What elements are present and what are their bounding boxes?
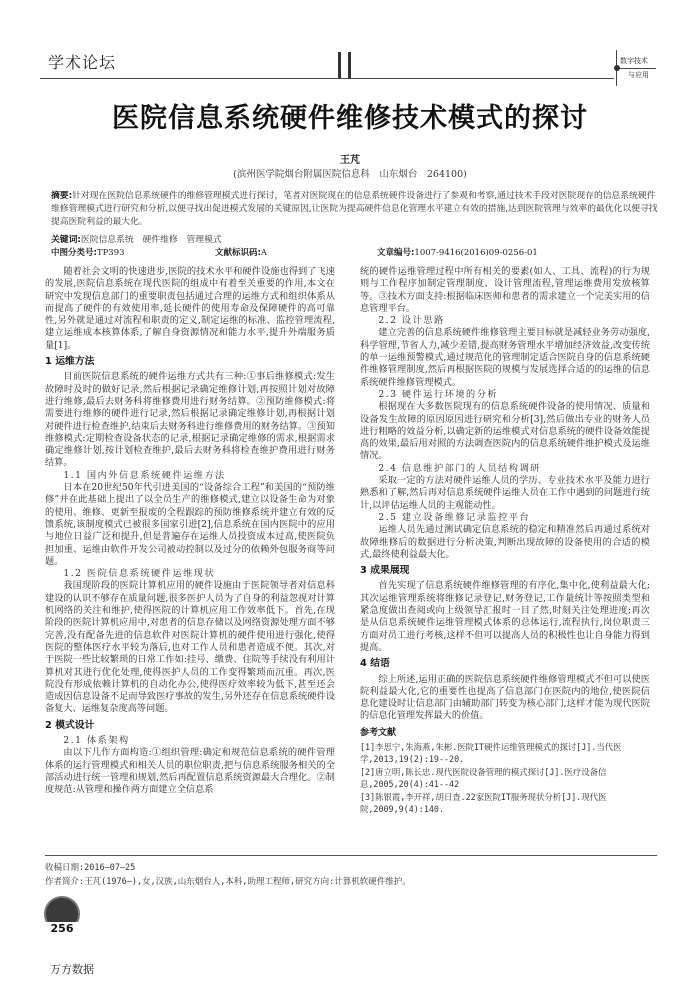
paragraph: 建立完善的信息系统硬件维修管理主要目标就是减轻业务劳动强度,科学管理,节省人力,减少差错,提高财务管理水平增加经济效益,改变传统的单一运维预警模式,通过规范化的管理制定适合医院自身的信息系统硬件维修管理制度,然后再根据医院的规模与发展选择合适的的运维的信息系统硬件维修管理模式。 (360, 327, 650, 388)
section-heading: 4 结语 (360, 658, 390, 670)
paragraph: 根据现在大多数医院现有的信息系统硬件设备的使用情况、质量和设备发生故障的原因原因进行研究和分析[3],然后做出专业的财务人员进行粗略的效益分析,以确定新的运维模式对信息系统的硬件设备效能提高的效果,最后用对照的方法调查医院内的信息系统硬件维护模式及运维情况。 (360, 401, 650, 462)
paragraph: 综上所述,运用正确的医院信息系统硬件维修管理模式不但可以使医院利益最大化,它的重要性也提高了信息部门在医院内的地位,使医院信息化建设时让信息部门由辅助部门转变为核心部门,这样才能为现代医院的信息化管理发挥最大的价值。 (360, 673, 650, 722)
publisher-watermark: 万方数据 (50, 963, 94, 976)
footer-rule (45, 855, 657, 856)
subsection-heading: 2.1 体系架构 (63, 734, 130, 746)
subsection-heading: 2.2 设计思路 (378, 315, 445, 327)
abstract-label: 摘要: (51, 191, 73, 201)
badge-line2: 与应用 (628, 71, 649, 79)
journal-section-title: 学术论坛 (48, 53, 117, 72)
received-date: 收稿日期:2016—07—25 (45, 863, 136, 873)
subsection-heading: 1.2 医院信息系统硬件运维现状 (63, 568, 216, 580)
badge-line1: 数字技术 (620, 57, 648, 65)
keywords-text: 医院信息系统 硬件维修 管理模式 (80, 235, 222, 245)
right-column (360, 266, 650, 816)
keywords (51, 232, 222, 245)
keywords-label: 关键词: (51, 235, 81, 245)
header-rule (40, 78, 614, 79)
author-name: 王芃 (340, 155, 360, 166)
author-affiliation: (滨州医学院烟台附属医院信息科 山东烟台 264100) (233, 169, 467, 180)
reference-item: [1]李思宁,朱海燕,朱彬.医院IT硬件运维管理模式的探讨[J].当代医学,2013,19(2):19--20. (360, 741, 622, 765)
abstract (51, 190, 659, 229)
subsection-heading: 2.4 信息维护部门的人员结构调研 (378, 462, 541, 474)
subsection-heading: 2.5 建立设备维修记录监控平台 (378, 511, 531, 523)
paragraph: 我国现阶段的医院计算机应用的硬件设施由于医院领导者对信息科建设的认识不够存在质量问题,很多医护人员为了自身的利益忽视对计算机网络的关注和维护,使得医院的计算机应用工作效率低下。首先,在现阶段的医院计算机应用中,对患者的信息存储以及网络资源处理方面不够完善,没有配备先进的信息软件对医院计算机的硬件使用进行强化,使得医院的整体医疗水平较为落后,也对工作人员和患者造成不便。其次,对于医院一些比较繁琐的日常工作如:挂号、缴费、住院等手续没有利用计算机对其进行优化处理,使得医护人员的工作变得繁琐而沉重。再次,医院没有形成依赖计算机的自动化办公,使得医疗效率较为低下,甚至还会造成因信息设备不足而导致医疗事故的发生,另外还存在信息系统硬件设备复大、运维复杂度高等问题。 (45, 580, 335, 715)
clc-number: 中图分类号:TP393 (51, 248, 125, 258)
paragraph: 运维人员先通过测试确定信息系统的稳定和精准然后再通过系统对故障维修后的数据进行分析决策,判断出现故障的设备使用的合适的模式,最终使利益最大化。 (360, 524, 650, 560)
paragraph: 由以下几作方面构造:①组织管理:确定和规范信息系统的硬件管理体系的运行管理模式和相关人员的职位职责,把与信息系统服务相关的全部活动进行统一管理和规划,然后再配置信息系统资源最大合理化。②制度规范:从管理和操作两方面建立全信息系 (45, 747, 335, 796)
paper-title: 医院信息系统硬件维修技术模式的探讨 (112, 103, 588, 134)
paragraph: 日本在20世纪50年代引进美国的“设备综合工程”和美国的“预防维修”并在此基础上提出了以全员生产的维修模式,建立以设备生命为对象的使用、维修、更新至报废的全程跟踪的预防维修系统并建立有效的反馈系统,该制度模式已被很多国家引进[2],信息系统在国内医院中的应用与地位日益广泛和提升,但是普遍存在运维人员投资成本过高,使医院负担加重、运维由软件开发公司被动控制以及过分的依赖外包服务商等问题。 (45, 482, 335, 567)
references-heading: 参考文献 (360, 727, 397, 738)
section-heading: 2 模式设计 (45, 719, 95, 731)
section-heading: 1 运维方法 (45, 356, 95, 368)
section-heading: 3 成果展现 (360, 565, 410, 577)
subsection-heading: 2.3 硬件运行环境的分析 (378, 388, 499, 400)
document-code: 文献标识码:A (215, 248, 268, 258)
paragraph: 统的硬件运维管理过程中所有相关的要素(如人、工具、流程)的行为规则与工作程序加制定管理制度、设计管理流程,管理运维费用发放核算等。③技术方面支持:根据临床医师和患者的需求建立一个完美实用的信息管理平台。 (360, 266, 650, 314)
reference-item: [2]唐立明,陈长忠.现代医院设备管理的模式探讨[J].医疗设备信息,2005,20(4):41--42 (360, 766, 607, 790)
article-number: 文章编号:1007-9416(2016)09-0256-01 (377, 248, 538, 258)
subsection-heading: 1.1 国内外信息系统硬件运维方法 (63, 469, 226, 481)
journal-badge (614, 50, 656, 86)
page-number: 256 (40, 922, 84, 935)
intro-paragraph: 随着社会文明的快速进步,医院的技术水平和硬件设施也得到了飞速的发展,医院信息系统在现代医院的组成中有着至关重要的作用,本文在研究中发现信息部门的重要职责包括通过合理的运维方式和组织体系从而提高了硬件的有效使用率,延长硬件的使用寿命及保障硬件的高可靠性,另外就是通过对流程和职责的定义,制定运维的标准、监控管理流程,建立运维成本核算体系,了解自身资源情况和能力水平,提升外端服务质量[1]。 (45, 266, 335, 351)
reference-item: [3]陈银霞,李开祥,胡日查.22家医院IT服务现状分析[J].现代医院,2009,9(4):140. (360, 791, 607, 815)
paragraph: 采取一定的方法对硬件运维人员的学历、专业技术水平及能力进行熟悉和了解,然后再对信息系统硬件运维人员在工作中遇到的问题进行统计,以评估运维人员的主观能动性。 (360, 475, 650, 511)
abstract-text: 针对现在医院信息系统硬件的维修管理模式进行探讨，笔者对医院现在的信息系统硬件设备进行了参观和考察,通过技术手段对医院现存的信息系统硬件维修管理模式进行研究和分析,以便寻找出促进模式发展的关键原因,让医院为提高硬件信息化管理水平建立有效的措施,达到医院管理与效率的最优化以便寻找提高医院利益的最大化。 (51, 191, 658, 227)
paragraph: 首先实现了信息系统硬件维修管理的有序化,集中化,使利益最大化;其次运维管理系统将维修记录登记,财务登记,工作量统计等按照类型和紧急度做出查阅或向上级领导汇报时一目了然,时刻关注处理进度;再次是从信息系统硬件运维管理模式体系的总体运行,流程执行,岗位职责三方面对员工进行考核,这样不但可以提高人员的积极性也让自身能力得到提高。 (360, 580, 650, 653)
author-note: 作者简介:王芃(1976—),女,汉族,山东烟台人,本科,助理工程师,研究方向:计算机软硬件维护。 (45, 877, 411, 887)
paragraph: 目前医院信息系统的硬件运维方式共有三种:①事后维修模式:发生故障时及时的做好记录,然后根据记录确定维修计划,再按照计划对故障进行维修,最后去财务科将维修费用进行财务结算。②预防维修模式:将需要进行维修的硬件进行记录,然后根据记录确定维修计划,再根据计划对硬件进行检查维护,结束后去财务科进行维修费用的财务结算。③预知维修模式:定期检查设备状态的记录,根据记录确定维修的需求,根据需求确定维修计划,按计划检查维护,最后去财务科将检查维护费用进行财务结算。 (45, 371, 335, 469)
left-column (45, 266, 335, 796)
